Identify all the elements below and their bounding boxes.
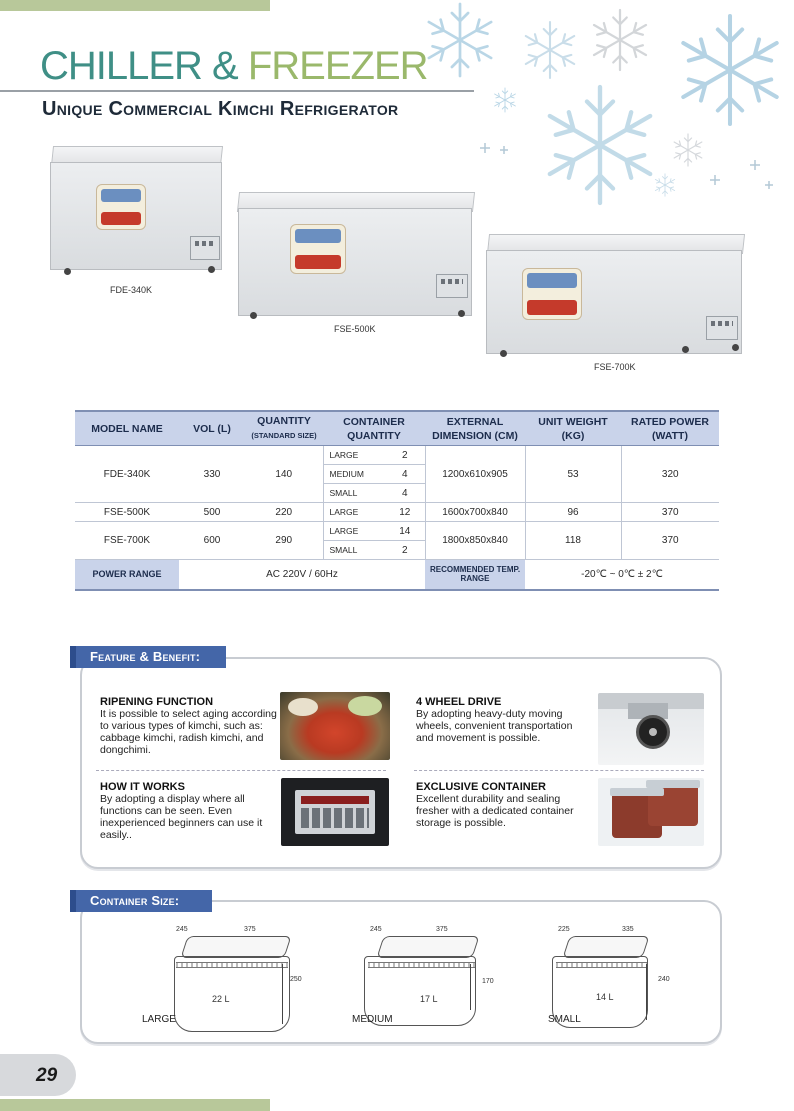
table-row: SMALL 4 (75, 484, 719, 503)
container-small (546, 924, 696, 1040)
table-row: SMALL 2 (75, 541, 719, 560)
dim-length: 375 (244, 926, 256, 933)
col-quantity: QUANTITY (STANDARD SIZE) (245, 411, 323, 446)
container-large (140, 924, 310, 1040)
dim-width: 245 (176, 926, 188, 933)
title-freezer: FREEZER (247, 44, 428, 88)
col-vol: VOL (L) (179, 411, 245, 446)
container-name: LARGE (142, 1014, 176, 1025)
page-number: 29 (0, 1054, 76, 1096)
table-row: MEDIUM 4 (75, 465, 719, 484)
page-title (40, 44, 428, 89)
top-accent-band (0, 0, 270, 11)
snowflake-decoration (410, 0, 794, 220)
feature-divider (414, 770, 704, 771)
product-image-fse-700k (484, 232, 746, 377)
table-row: FDE-340K 330 140 LARGE 2 1200x610x905 53 320 (75, 446, 719, 465)
product-image-fse-500k (236, 190, 476, 342)
container-photo (598, 778, 704, 846)
dim-length: 375 (436, 926, 448, 933)
container-volume: 22 L (212, 994, 230, 1004)
title-divider (0, 90, 474, 92)
dim-height: 240 (658, 976, 670, 983)
feature-benefit-title: Feature & Benefit: (70, 646, 226, 668)
dim-width: 245 (370, 926, 382, 933)
product-image-fde-340k (48, 144, 228, 304)
product-label: FDE-340K (110, 285, 153, 295)
page-subtitle: Unique Commercial Kimchi Refrigerator (42, 98, 399, 120)
feature-divider (96, 770, 386, 771)
bottom-accent-band (0, 1099, 270, 1111)
container-name: SMALL (548, 1014, 581, 1025)
dim-height: 250 (290, 976, 302, 983)
title-chiller: CHILLER & (40, 44, 248, 88)
col-external: EXTERNAL DIMENSION (CM) (425, 411, 525, 446)
spec-table-header (75, 411, 719, 446)
control-panel-photo (281, 778, 389, 846)
feature-4-wheel: 4 WHEEL DRIVE By adopting heavy-duty moving wheels, convenient transportation and movement is possible. (416, 696, 573, 744)
table-row: FSE-700K 600 290 LARGE 14 1800x850x840 118 370 (75, 522, 719, 541)
dim-height: 170 (482, 978, 494, 985)
kimchi-photo (280, 692, 390, 760)
feature-ripening: RIPENING FUNCTION It is possible to select aging according to various types of kimchi, such as: cabbage kimchi, radish kimchi, and dongchimi. (100, 696, 277, 756)
product-label: FSE-700K (594, 362, 636, 372)
col-weight: UNIT WEIGHT (KG) (525, 411, 621, 446)
feature-exclusive-container: EXCLUSIVE CONTAINER Excellent durability and sealing fresher with a dedicated container storage is possible. (416, 781, 574, 829)
feature-how-it-works: HOW IT WORKS By adopting a display where all functions can be seen. Even inexperienced beginners can use it easily.. (100, 781, 263, 841)
container-size-title: Container Size: (70, 890, 212, 912)
dim-width: 225 (558, 926, 570, 933)
table-footer-row: POWER RANGE AC 220V / 60Hz RECOMMENDED TEMP. RANGE -20℃ ~ 0℃ ± 2℃ (75, 560, 719, 590)
wheel-photo (598, 693, 704, 765)
spec-table (75, 410, 719, 591)
col-container: CONTAINER QUANTITY (323, 411, 425, 446)
container-medium (350, 924, 510, 1040)
dim-length: 335 (622, 926, 634, 933)
container-name: MEDIUM (352, 1014, 393, 1025)
container-volume: 14 L (596, 992, 614, 1002)
container-volume: 17 L (420, 994, 438, 1004)
product-label: FSE-500K (334, 324, 376, 334)
table-row: FSE-500K 500 220 LARGE 12 1600x700x840 96 370 (75, 503, 719, 522)
col-model: MODEL NAME (75, 411, 179, 446)
col-power: RATED POWER (WATT) (621, 411, 719, 446)
